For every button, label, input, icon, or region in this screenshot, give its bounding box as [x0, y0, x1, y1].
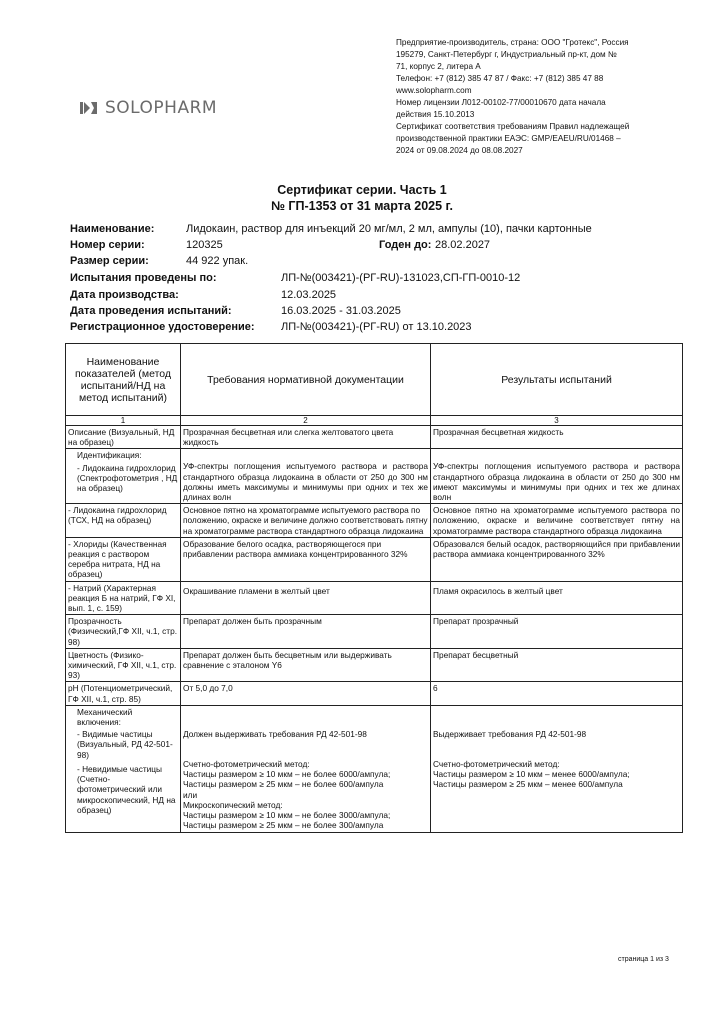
row-result: Пламя окрасилось в желтый цвет: [431, 581, 683, 615]
company-line: Сертификат соответствия требованиям Правил надлежащей: [396, 122, 630, 131]
result-line: Частицы размером ≥ 25 мкм – менее 600/ампула: [433, 779, 623, 790]
row-indicator: - Лидокаина гидрохлорид (ТСХ, НД на образец): [66, 504, 181, 538]
header-requirements: Требования нормативной документации: [181, 344, 431, 416]
row-result: Образовался белый осадок, растворяющийся при прибавлении раствора аммиака концентрированного 32%: [431, 537, 683, 581]
table-row: [66, 426, 683, 449]
row-result: 6: [431, 682, 683, 705]
header-results: Результаты испытаний: [431, 344, 683, 416]
ident-uv-indicator: - Лидокаина гидрохлорид (Спектрофотометрия , НД на образец): [77, 462, 178, 494]
requirement-line: или: [183, 789, 198, 800]
row-result: [431, 705, 683, 832]
identification-heading: Идентификация:: [77, 450, 142, 461]
requirement-line: Частицы размером ≥ 10 мкм – не более 3000/ампула;: [183, 810, 391, 821]
row-indicator: [66, 449, 181, 504]
company-line: www.solopharm.com: [396, 86, 472, 95]
company-line: действия 15.10.2013: [396, 110, 475, 119]
production-date-value: 12.03.2025: [281, 289, 337, 301]
row-requirement: Препарат должен быть бесцветным или выдерживать сравнение с эталоном Y6: [181, 648, 431, 682]
company-line: Предприятие-производитель, страна: ООО "Гротекс", Россия: [396, 38, 629, 47]
row-result: Основное пятно на хроматограмме испытуемого раствора по положению, окраске и величине соответствует пятну на хроматограмме раствора стандартного образца лидокаина: [431, 504, 683, 538]
row-indicator: Описание (Визуальный, НД на образец): [66, 426, 181, 449]
invisible-particles-indicator: - Невидимые частицы (Счетно-фотометрический или микроскопический, НД на образец): [77, 763, 176, 815]
certificate-title: Сертификат серии. Часть 1: [277, 183, 447, 197]
size-value: 44 922 упак.: [186, 255, 249, 267]
row-indicator: - Хлориды (Качественная реакция с раствором серебра нитрата, НД на образец): [66, 537, 181, 581]
table-row: [66, 682, 683, 705]
row-requirement: Препарат должен быть прозрачным: [181, 615, 431, 649]
column-number: 2: [181, 416, 431, 426]
table-row: [66, 537, 683, 581]
row-requirement: УФ-спектры поглощения испытуемого раствора и раствора стандартного образца лидокаина в области от 250 до 300 нм должны иметь максимумы и минимумы при одних и тех же длинах волн: [181, 449, 431, 504]
result-line: Частицы размером ≥ 10 мкм – менее 6000/ампула;: [433, 769, 630, 780]
test-date-value: 16.03.2025 - 31.03.2025: [281, 305, 401, 317]
batch-value: 120325: [186, 239, 223, 251]
row-requirement: Образование белого осадка, растворяющегося при прибавлении раствора аммиака концентрированного 32%: [181, 537, 431, 581]
column-number: 1: [66, 416, 181, 426]
table-row: [66, 648, 683, 682]
row-result: Препарат прозрачный: [431, 615, 683, 649]
table-row: [66, 581, 683, 615]
production-date-label: Дата производства:: [70, 289, 179, 301]
requirement-line: Частицы размером ≥ 25 мкм – не более 600/ампула: [183, 779, 384, 790]
company-line: 195279, Санкт-Петербург г, Индустриальный пр-кт, дом №: [396, 50, 617, 59]
row-result: Прозрачная бесцветная жидкость: [431, 426, 683, 449]
certificate-number: № ГП-1353 от 31 марта 2025 г.: [271, 199, 453, 213]
registration-value: ЛП-№(003421)-(РГ-RU) от 13.10.2023: [281, 321, 472, 333]
column-number-row: [66, 416, 683, 426]
row-result: Препарат бесцветный: [431, 648, 683, 682]
visible-particles-indicator: - Видимые частицы (Визуальный, РД 42-501-98): [77, 729, 173, 760]
table-header-row: [66, 344, 683, 416]
header-indicator: Наименование показателей (метод испытаний/НД на метод испытаний): [66, 344, 181, 416]
name-label: Наименование:: [70, 223, 155, 235]
test-results-table: [65, 343, 683, 833]
row-indicator: pH (Потенциометрический, ГФ XII, ч.1, стр. 85): [66, 682, 181, 705]
company-line: Телефон: +7 (812) 385 47 87 / Факс: +7 (812) 385 47 88: [396, 74, 604, 83]
mechanical-heading: Механический включения:: [77, 706, 133, 728]
row-requirement: От 5,0 до 7,0: [181, 682, 431, 705]
row-requirement: Окрашивание пламени в желтый цвет: [181, 581, 431, 615]
batch-label: Номер серии:: [70, 239, 145, 251]
result-line: Счетно-фотометрический метод:: [433, 759, 560, 770]
expiry-value: 28.02.2027: [435, 239, 491, 251]
requirement-line: Микроскопический метод:: [183, 799, 283, 810]
row-indicator: Цветность (Физико-химический, ГФ XII, ч.1, стр. 93): [66, 648, 181, 682]
row-indicator: [66, 705, 181, 832]
row-requirement: [181, 705, 431, 832]
company-line: 71, корпус 2, литера А: [396, 62, 481, 71]
row-requirement: Основное пятно на хроматограмме испытуемого раствора по положению, окраске и величине должно соответствовать пятну на хроматограмме раствора стандартного образца лидокаина: [181, 504, 431, 538]
company-line: производственной практики ЕАЭС: GMP/EAEU/RU/01468 –: [396, 134, 621, 143]
requirement-line: Счетно-фотометрический метод:: [183, 759, 310, 770]
table-row: [66, 705, 683, 832]
row-requirement: Прозрачная бесцветная или слегка желтоватого цвета жидкость: [181, 426, 431, 449]
row-indicator: - Натрий (Характерная реакция Б на натрий, ГФ XI, вып. 1, с. 159): [66, 581, 181, 615]
certificate-meta: [0, 0, 724, 340]
tested-label: Испытания проведены по:: [70, 272, 217, 284]
requirement-line: Частицы размером ≥ 10 мкм – не более 6000/ампула;: [183, 769, 391, 780]
page-number: страница 1 из 3: [618, 956, 669, 963]
tested-value: ЛП-№(003421)-(РГ-RU)-131023,СП-ГП-0010-12: [281, 272, 521, 284]
row-result: УФ-спектры поглощения испытуемого раствора и раствора стандартного образца лидокаина в области от 250 до 300 нм имеют максимумы и минимумы при одних и тех же длинах волн: [431, 449, 683, 504]
table-row: [66, 449, 683, 504]
test-date-label: Дата проведения испытаний:: [70, 305, 232, 317]
company-line: Номер лицензии Л012-00102-77/00010670 дата начала: [396, 98, 606, 107]
size-label: Размер серии:: [70, 255, 149, 267]
row-indicator: Прозрачность (Физический,ГФ XII, ч.1, стр. 98): [66, 615, 181, 649]
expiry-label: Годен до:: [379, 239, 432, 251]
table-row: [66, 615, 683, 649]
registration-label: Регистрационное удостоверение:: [70, 321, 255, 333]
table-row: [66, 504, 683, 538]
logo-text: SOLOPHARM: [105, 98, 218, 118]
visible-particles-requirement: Должен выдерживать требования РД 42-501-98: [183, 728, 367, 739]
visible-particles-result: Выдерживает требования РД 42-501-98: [433, 728, 587, 739]
company-line: 2024 от 09.08.2024 до 08.08.2027: [396, 146, 523, 155]
name-value: Лидокаин, раствор для инъекций 20 мг/мл, 2 мл, ампулы (10), пачки картонные: [186, 223, 592, 235]
column-number: 3: [431, 416, 683, 426]
requirement-line: Частицы размером ≥ 25 мкм – не более 300/ампула: [183, 820, 384, 831]
